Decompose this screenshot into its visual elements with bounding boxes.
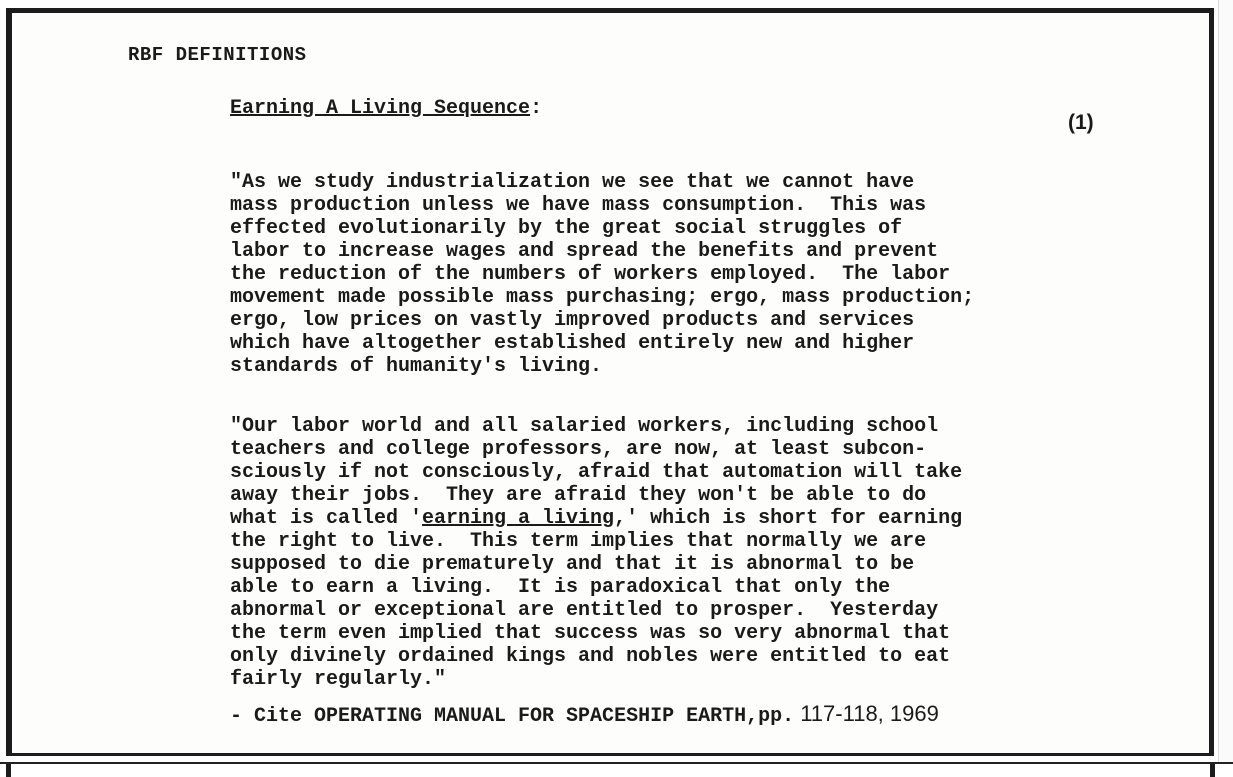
- citation-source: - Cite OPERATING MANUAL FOR SPACESHIP EARTH,pp.: [230, 705, 795, 728]
- text-line: supposed to die prematurely and that it is abnormal to be: [230, 553, 915, 576]
- text-line: only divinely ordained kings and nobles were entitled to eat: [230, 645, 951, 668]
- text-line: effected evolutionarily by the great social struggles of: [230, 217, 903, 240]
- text-line: away their jobs. They are afraid they won't be able to do: [230, 484, 927, 507]
- section-title-colon: :: [530, 97, 543, 120]
- text-line: teachers and college professors, are now, at least subcon-: [230, 438, 927, 461]
- underlined-phrase: earning a living: [422, 507, 615, 530]
- page-edge: [1218, 0, 1233, 775]
- document-header: RBF DEFINITIONS: [128, 44, 307, 66]
- text-fragment: what is called ': [230, 507, 423, 530]
- text-line: able to earn a living. It is paradoxical that only the: [230, 576, 891, 599]
- text-line: [230, 507, 962, 530]
- text-line: "As we study industrialization we see that we cannot have: [230, 171, 915, 194]
- text-line: sciously if not consciously, afraid that automation will take: [230, 461, 963, 484]
- text-line: labor to increase wages and spread the benefits and prevent: [230, 240, 939, 263]
- text-line: movement made possible mass purchasing; ergo, mass production;: [230, 286, 975, 309]
- text-line: the reduction of the numbers of workers employed. The labor: [230, 263, 951, 286]
- text-line: abnormal or exceptional are entitled to prosper. Yesterday: [230, 599, 939, 622]
- section-title-text: Earning A Living Sequence: [230, 97, 531, 120]
- quote-paragraph-1: [230, 148, 974, 401]
- text-line: "Our labor world and all salaried workers, including school: [230, 415, 939, 438]
- bottom-left-rule: [6, 764, 11, 777]
- section-title: [230, 97, 542, 120]
- text-line: the right to live. This term implies that normally we are: [230, 530, 927, 553]
- bottom-right-rule: [1210, 764, 1215, 777]
- page-number: (1): [1068, 111, 1094, 134]
- quote-paragraph-2: [230, 392, 962, 714]
- text-line: mass production unless we have mass consumption. This was: [230, 194, 927, 217]
- text-line: which have altogether established entirely new and higher: [230, 332, 915, 355]
- text-line: fairly regularly.": [230, 668, 447, 691]
- text-line: the term even implied that success was so very abnormal that: [230, 622, 951, 645]
- text-fragment: ,' which is short for earning: [614, 507, 963, 530]
- citation: [230, 701, 939, 728]
- text-line: ergo, low prices on vastly improved products and services: [230, 309, 915, 332]
- text-line: standards of humanity's living.: [230, 355, 603, 378]
- citation-pages: 117-118, 1969: [794, 701, 939, 726]
